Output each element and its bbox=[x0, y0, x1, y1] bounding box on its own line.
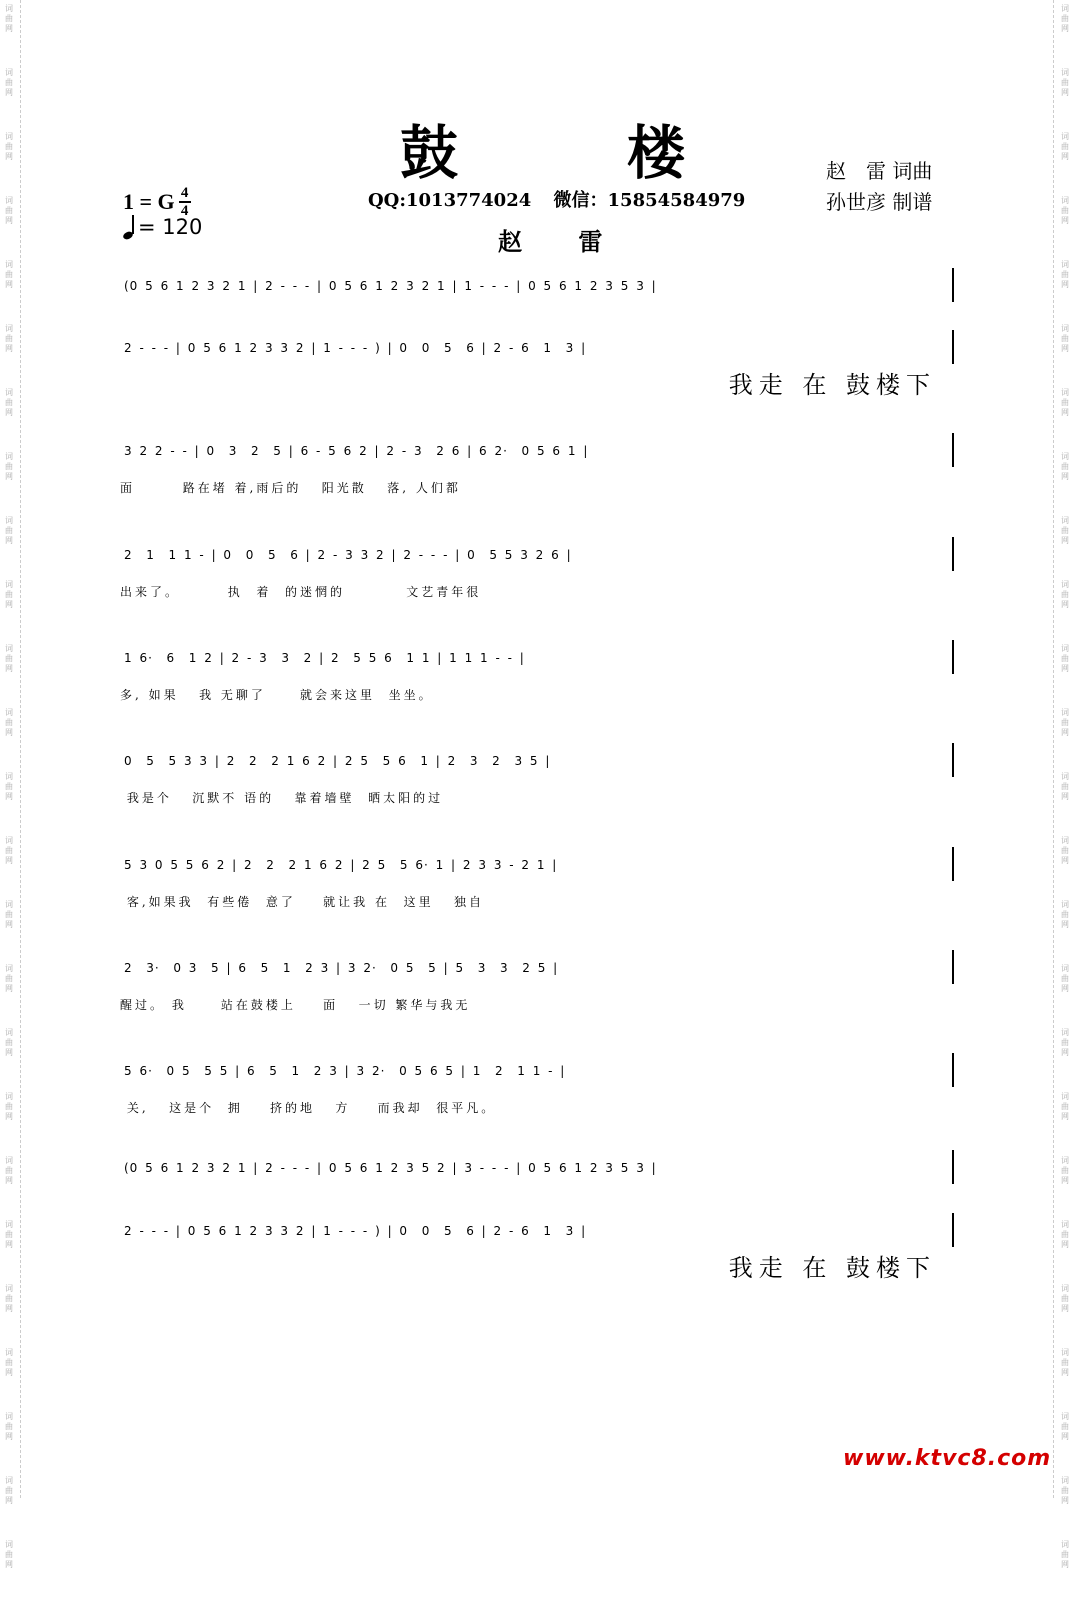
notation-line: (0 5 6 1 2 3 2 1 | 2 - - - | 0 5 6 1 2 3 5 2 | 3 - - - | 0 5 6 1 2 3 5 3 | bbox=[124, 1161, 657, 1175]
watermark-char: 网 bbox=[1061, 216, 1069, 225]
watermark-char: 网 bbox=[1061, 280, 1069, 289]
watermark-char: 网 bbox=[1061, 1112, 1069, 1121]
watermark-char: 词 bbox=[1061, 68, 1069, 77]
watermark-char: 曲 bbox=[5, 78, 13, 87]
credits bbox=[826, 156, 932, 218]
watermark-char: 曲 bbox=[5, 1358, 13, 1367]
watermark-char: 词 bbox=[5, 1156, 13, 1165]
end-barline bbox=[952, 1150, 954, 1184]
watermark-char: 词 bbox=[5, 900, 13, 909]
lyrics-line: 出来了。 执 着 的迷惘的 文艺青年很 bbox=[120, 585, 482, 599]
watermark-char: 曲 bbox=[1061, 1038, 1069, 1047]
watermark-char: 词 bbox=[5, 68, 13, 77]
watermark-char: 网 bbox=[5, 1496, 13, 1505]
watermark-char: 词 bbox=[5, 260, 13, 269]
site-watermark: www.ktvc8.com bbox=[843, 1446, 1052, 1471]
watermark-char: 曲 bbox=[1061, 974, 1069, 983]
credit-arranger: 孙世彦 制谱 bbox=[826, 190, 933, 214]
watermark-char: 词 bbox=[5, 1092, 13, 1101]
watermark-char: 曲 bbox=[1061, 1166, 1069, 1175]
notation-line: 5 6· 0 5 5 5 | 6 5 1 2 3 | 3 2· 0 5 6 5 | 1 2 1 1 - | bbox=[124, 1064, 566, 1078]
score-line bbox=[120, 950, 956, 1020]
watermark-char: 网 bbox=[1061, 792, 1069, 801]
watermark-char: 网 bbox=[1061, 152, 1069, 161]
notation-line: 2 - - - | 0 5 6 1 2 3 3 2 | 1 - - - ) | 0 0 5 6 | 2 - 6 1 3 | bbox=[124, 1224, 587, 1238]
watermark-char: 词 bbox=[1061, 132, 1069, 141]
watermark-char: 词 bbox=[5, 964, 13, 973]
watermark-char: 词 bbox=[5, 1412, 13, 1421]
watermark-char: 词 bbox=[1061, 1348, 1069, 1357]
watermark-char: 词 bbox=[5, 836, 13, 845]
watermark-char: 曲 bbox=[1061, 398, 1069, 407]
watermark-char: 网 bbox=[1061, 1176, 1069, 1185]
watermark-char: 网 bbox=[5, 728, 13, 737]
watermark-char: 词 bbox=[1061, 1284, 1069, 1293]
watermark-char: 曲 bbox=[1061, 206, 1069, 215]
watermark-char: 词 bbox=[5, 1476, 13, 1485]
lyrics-line: 多, 如果 我 无聊了 就会来这里 坐坐。 bbox=[120, 688, 434, 702]
watermark-char: 网 bbox=[5, 920, 13, 929]
contact-qq: QQ:1013774024 bbox=[368, 190, 532, 211]
score-line bbox=[120, 743, 956, 813]
watermark-char: 词 bbox=[1061, 260, 1069, 269]
watermark-char: 词 bbox=[1061, 644, 1069, 653]
watermark-char: 曲 bbox=[5, 398, 13, 407]
watermark-char: 网 bbox=[5, 1304, 13, 1313]
lyrics-line: 醒过。 我 站在鼓楼上 面 一切 繁华与我无 bbox=[120, 998, 471, 1012]
watermark-char: 曲 bbox=[1061, 718, 1069, 727]
watermark-char: 网 bbox=[1061, 536, 1069, 545]
watermark-char: 曲 bbox=[1061, 910, 1069, 919]
end-barline bbox=[952, 433, 954, 467]
tempo-marking bbox=[123, 215, 202, 239]
tempo-label: = 120 bbox=[138, 215, 203, 239]
end-barline bbox=[952, 1053, 954, 1087]
watermark-char: 曲 bbox=[1061, 846, 1069, 855]
watermark-char: 网 bbox=[5, 600, 13, 609]
watermark-char: 网 bbox=[5, 1176, 13, 1185]
watermark-char: 词 bbox=[1061, 196, 1069, 205]
watermark-char: 曲 bbox=[1061, 1102, 1069, 1111]
watermark-char: 网 bbox=[5, 984, 13, 993]
watermark-char: 曲 bbox=[5, 1486, 13, 1495]
singer-name: 赵 雷 bbox=[498, 227, 627, 256]
time-signature bbox=[179, 186, 191, 218]
lyrics-line: 我是个 沉默不 语的 靠着墙壁 晒太阳的过 bbox=[120, 791, 444, 805]
watermark-char: 词 bbox=[1061, 1092, 1069, 1101]
contact-line bbox=[368, 186, 761, 212]
key-signature bbox=[123, 186, 191, 218]
watermark-char: 曲 bbox=[1061, 334, 1069, 343]
watermark-char: 词 bbox=[1061, 964, 1069, 973]
title-char-2: 楼 bbox=[626, 119, 685, 187]
watermark-char: 曲 bbox=[1061, 1358, 1069, 1367]
end-barline bbox=[952, 537, 954, 571]
watermark-char: 网 bbox=[1061, 1048, 1069, 1057]
watermark-char: 网 bbox=[1061, 1304, 1069, 1313]
watermark-char: 词 bbox=[5, 708, 13, 717]
watermark-char: 网 bbox=[1061, 472, 1069, 481]
watermark-char: 曲 bbox=[5, 334, 13, 343]
watermark-char: 网 bbox=[1061, 1240, 1069, 1249]
watermark-char: 曲 bbox=[1061, 142, 1069, 151]
watermark-char: 网 bbox=[1061, 728, 1069, 737]
watermark-char: 网 bbox=[5, 1560, 13, 1569]
watermark-char: 网 bbox=[5, 856, 13, 865]
watermark-char: 网 bbox=[5, 152, 13, 161]
watermark-char: 网 bbox=[5, 88, 13, 97]
watermark-char: 曲 bbox=[5, 910, 13, 919]
watermark-char: 词 bbox=[1061, 516, 1069, 525]
watermark-char: 网 bbox=[1061, 984, 1069, 993]
watermark-char: 曲 bbox=[1061, 78, 1069, 87]
notation-line: 2 - - - | 0 5 6 1 2 3 3 2 | 1 - - - ) | 0 0 5 6 | 2 - 6 1 3 | bbox=[124, 341, 587, 355]
watermark-char: 曲 bbox=[1061, 462, 1069, 471]
watermark-char: 曲 bbox=[1061, 526, 1069, 535]
watermark-char: 曲 bbox=[5, 846, 13, 855]
watermark-char: 网 bbox=[5, 280, 13, 289]
lyrics-line: 关, 这是个 拥 挤的地 方 而我却 很平凡。 bbox=[120, 1101, 497, 1115]
watermark-char: 词 bbox=[1061, 452, 1069, 461]
score-line bbox=[120, 847, 956, 917]
watermark-char: 曲 bbox=[1061, 590, 1069, 599]
title-char-1: 鼓 bbox=[400, 119, 459, 187]
watermark-char: 词 bbox=[1061, 1156, 1069, 1165]
watermark-char: 词 bbox=[1061, 1476, 1069, 1485]
notation-line: 2 1 1 1 - | 0 0 5 6 | 2 - 3 3 2 | 2 - - - | 0 5 5 3 2 6 | bbox=[124, 548, 572, 562]
score-line bbox=[120, 433, 956, 503]
watermark-char: 网 bbox=[1061, 600, 1069, 609]
right-watermark-column bbox=[1058, 0, 1072, 1569]
watermark-char: 词 bbox=[1061, 1220, 1069, 1229]
lyrics-line: 客,如果我 有些倦 意了 就让我 在 这里 独自 bbox=[120, 895, 485, 909]
watermark-char: 词 bbox=[1061, 900, 1069, 909]
watermark-char: 网 bbox=[1061, 1560, 1069, 1569]
watermark-char: 词 bbox=[1061, 324, 1069, 333]
lyrics-line: 我走 在 鼓楼下 bbox=[728, 1254, 936, 1282]
end-barline bbox=[952, 640, 954, 674]
score-line bbox=[120, 1053, 956, 1123]
watermark-char: 词 bbox=[5, 580, 13, 589]
end-barline bbox=[952, 743, 954, 777]
watermark-char: 网 bbox=[5, 1432, 13, 1441]
watermark-char: 网 bbox=[5, 1048, 13, 1057]
watermark-char: 词 bbox=[5, 1348, 13, 1357]
watermark-char: 网 bbox=[5, 24, 13, 33]
watermark-char: 词 bbox=[5, 132, 13, 141]
watermark-char: 网 bbox=[5, 1368, 13, 1377]
watermark-char: 词 bbox=[5, 1028, 13, 1037]
watermark-char: 曲 bbox=[5, 206, 13, 215]
watermark-char: 曲 bbox=[5, 590, 13, 599]
watermark-char: 曲 bbox=[1061, 782, 1069, 791]
watermark-char: 曲 bbox=[5, 1230, 13, 1239]
watermark-char: 词 bbox=[5, 516, 13, 525]
watermark-char: 曲 bbox=[5, 14, 13, 23]
watermark-char: 网 bbox=[1061, 856, 1069, 865]
watermark-char: 网 bbox=[5, 1240, 13, 1249]
end-barline bbox=[952, 1213, 954, 1247]
watermark-char: 曲 bbox=[1061, 1550, 1069, 1559]
left-margin-line bbox=[20, 0, 21, 1498]
watermark-char: 词 bbox=[1061, 836, 1069, 845]
watermark-char: 网 bbox=[5, 792, 13, 801]
watermark-char: 曲 bbox=[5, 142, 13, 151]
watermark-char: 网 bbox=[1061, 1496, 1069, 1505]
score-line bbox=[120, 330, 956, 400]
watermark-char: 网 bbox=[5, 344, 13, 353]
score-line bbox=[120, 1150, 956, 1220]
watermark-char: 网 bbox=[5, 408, 13, 417]
time-top: 4 bbox=[180, 185, 189, 201]
watermark-char: 曲 bbox=[5, 1550, 13, 1559]
watermark-char: 网 bbox=[1061, 664, 1069, 673]
watermark-char: 词 bbox=[5, 1540, 13, 1549]
watermark-char: 网 bbox=[1061, 920, 1069, 929]
watermark-char: 曲 bbox=[5, 1166, 13, 1175]
watermark-char: 词 bbox=[1061, 580, 1069, 589]
watermark-char: 曲 bbox=[1061, 270, 1069, 279]
watermark-char: 曲 bbox=[1061, 654, 1069, 663]
watermark-char: 曲 bbox=[1061, 1230, 1069, 1239]
watermark-char: 词 bbox=[5, 1284, 13, 1293]
watermark-char: 曲 bbox=[5, 270, 13, 279]
contact-wechat: 微信：15854584979 bbox=[553, 190, 746, 211]
watermark-char: 词 bbox=[5, 1220, 13, 1229]
watermark-char: 网 bbox=[1061, 1432, 1069, 1441]
notation-line: 2 3· 0 3 5 | 6 5 1 2 3 | 3 2· 0 5 5 | 5 3 3 2 5 | bbox=[124, 961, 559, 975]
credit-lyrics-music: 赵 雷 词曲 bbox=[826, 159, 933, 183]
watermark-char: 曲 bbox=[5, 974, 13, 983]
right-margin-line bbox=[1053, 0, 1054, 1498]
watermark-char: 网 bbox=[1061, 24, 1069, 33]
lyrics-line: 面 路在堵 着,雨后的 阳光散 落, 人们都 bbox=[120, 481, 461, 495]
watermark-char: 词 bbox=[5, 452, 13, 461]
watermark-char: 词 bbox=[5, 388, 13, 397]
watermark-char: 曲 bbox=[1061, 1294, 1069, 1303]
watermark-char: 词 bbox=[1061, 388, 1069, 397]
watermark-char: 曲 bbox=[1061, 14, 1069, 23]
time-bottom: 4 bbox=[180, 203, 189, 219]
watermark-char: 曲 bbox=[5, 718, 13, 727]
watermark-char: 网 bbox=[5, 536, 13, 545]
watermark-char: 曲 bbox=[5, 1102, 13, 1111]
end-barline bbox=[952, 268, 954, 302]
end-barline bbox=[952, 950, 954, 984]
watermark-char: 网 bbox=[5, 664, 13, 673]
watermark-char: 曲 bbox=[5, 1422, 13, 1431]
watermark-char: 词 bbox=[1061, 4, 1069, 13]
watermark-char: 曲 bbox=[1061, 1486, 1069, 1495]
watermark-char: 网 bbox=[1061, 88, 1069, 97]
watermark-char: 网 bbox=[1061, 408, 1069, 417]
notation-line: (0 5 6 1 2 3 2 1 | 2 - - - | 0 5 6 1 2 3 2 1 | 1 - - - | 0 5 6 1 2 3 5 3 | bbox=[124, 279, 657, 293]
left-watermark-column bbox=[2, 0, 16, 1569]
quarter-note-icon bbox=[123, 215, 134, 239]
watermark-char: 曲 bbox=[5, 654, 13, 663]
end-barline bbox=[952, 330, 954, 364]
notation-line: 0 5 5 3 3 | 2 2 2 1 6 2 | 2 5 5 6 1 | 2 3 2 3 5 | bbox=[124, 754, 551, 768]
watermark-char: 曲 bbox=[5, 1294, 13, 1303]
key-label: 1 = G bbox=[123, 189, 175, 214]
watermark-char: 词 bbox=[1061, 1540, 1069, 1549]
notation-line: 5 3 0 5 5 6 2 | 2 2 2 1 6 2 | 2 5 5 6· 1 | 2 3 3 - 2 1 | bbox=[124, 858, 558, 872]
notation-line: 1 6· 6 1 2 | 2 - 3 3 2 | 2 5 5 6 1 1 | 1 1 1 - - | bbox=[124, 651, 525, 665]
watermark-char: 网 bbox=[1061, 344, 1069, 353]
lyrics-line: 我走 在 鼓楼下 bbox=[728, 371, 936, 399]
watermark-char: 网 bbox=[5, 216, 13, 225]
watermark-char: 词 bbox=[1061, 1412, 1069, 1421]
watermark-char: 词 bbox=[1061, 1028, 1069, 1037]
watermark-char: 词 bbox=[1061, 708, 1069, 717]
watermark-char: 网 bbox=[5, 1112, 13, 1121]
end-barline bbox=[952, 847, 954, 881]
score-line bbox=[120, 1213, 956, 1283]
watermark-char: 词 bbox=[5, 196, 13, 205]
watermark-char: 曲 bbox=[5, 462, 13, 471]
song-title bbox=[400, 118, 685, 188]
notation-line: 3 2 2 - - | 0 3 2 5 | 6 - 5 6 2 | 2 - 3 2 6 | 6 2· 0 5 6 1 | bbox=[124, 444, 589, 458]
watermark-char: 词 bbox=[5, 4, 13, 13]
watermark-char: 曲 bbox=[5, 782, 13, 791]
score-line bbox=[120, 537, 956, 607]
watermark-char: 网 bbox=[5, 472, 13, 481]
watermark-char: 词 bbox=[5, 324, 13, 333]
score-line bbox=[120, 640, 956, 710]
watermark-char: 词 bbox=[5, 644, 13, 653]
watermark-char: 网 bbox=[1061, 1368, 1069, 1377]
watermark-char: 曲 bbox=[5, 1038, 13, 1047]
score-line bbox=[120, 268, 956, 338]
watermark-char: 曲 bbox=[1061, 1422, 1069, 1431]
watermark-char: 词 bbox=[1061, 772, 1069, 781]
watermark-char: 词 bbox=[5, 772, 13, 781]
watermark-char: 曲 bbox=[5, 526, 13, 535]
